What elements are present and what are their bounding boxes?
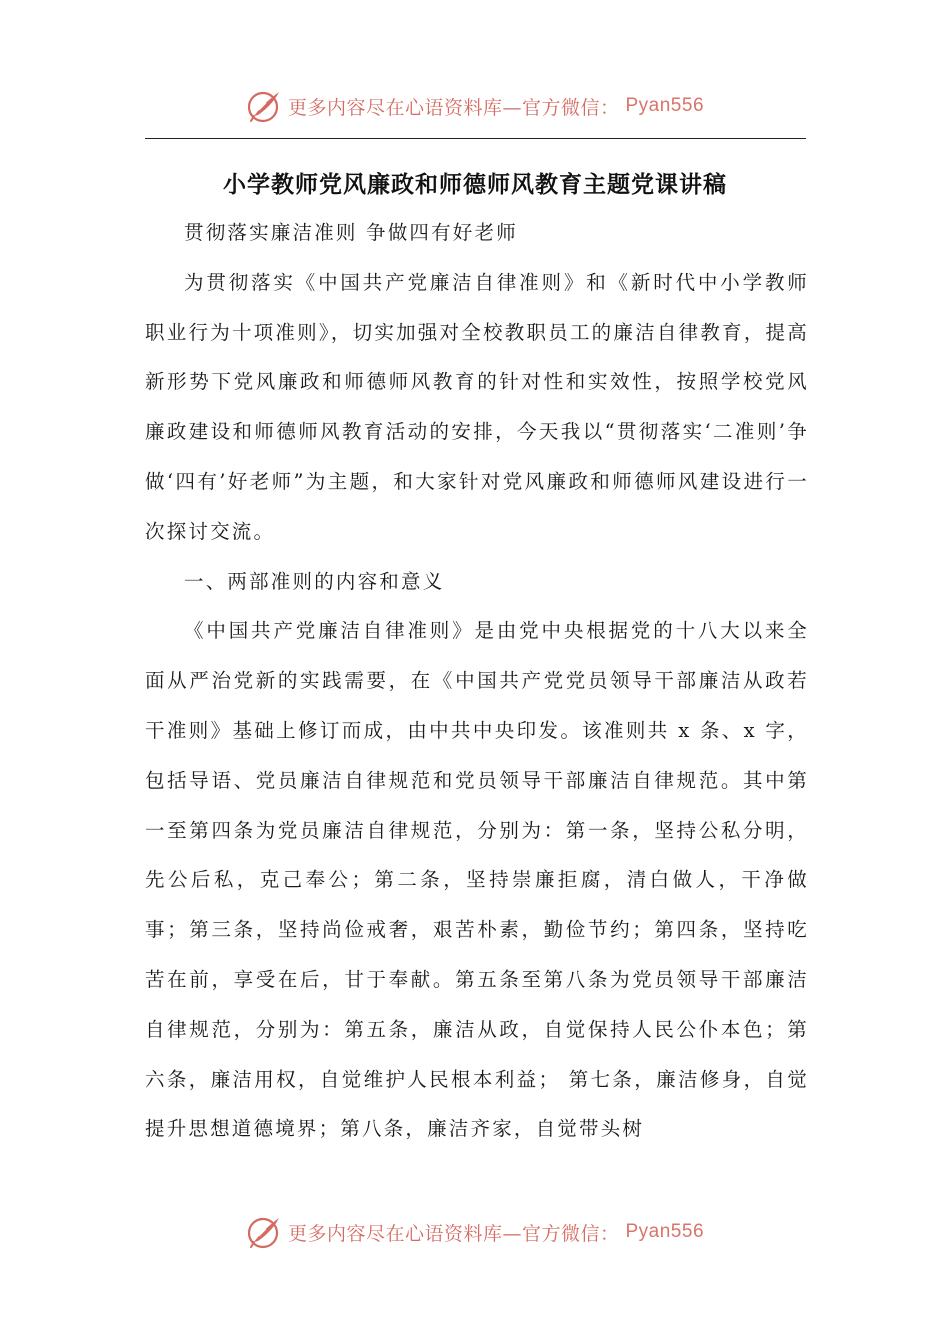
watermark-text: 更多内容尽在心语资料库—官方微信： [287,1222,620,1245]
document-title: 小学教师党风廉政和师德师风教育主题党课讲稿 [223,171,727,198]
header-watermark [0,84,950,128]
section-heading: 一、两部准则的内容和意义 [184,569,445,593]
quill-pen-icon [246,1214,282,1250]
watermark-wechat-id: Pyan556 [625,95,705,116]
subtitle-paragraph: 贯彻落实廉洁准则 争做四有好老师 [184,221,518,244]
header-divider [145,138,806,139]
watermark-text: 更多内容尽在心语资料库—官方微信： [287,96,620,119]
watermark-wechat-id: Pyan556 [625,1221,705,1242]
intro-paragraph: 为贯彻落实《中国共产党廉洁自律准则》和《新时代中小学教师职业行为十项准则》，切实加强对全校教职员工的廉洁自律教育，提高新形势下党风廉政和师德师风教育的针对性和实效性，按照学校党风廉政建设和师德师风教育活动的安排，今天我以“贯彻落实‘二准则’争做‘四有’好老师”为主题，和大家针对党风廉政和师德师风建设进行一次探讨交流。 [145,270,809,543]
body-paragraph: 《中国共产党廉洁自律准则》是由党中央根据党的十八大以来全面从严治党新的实践需要，在《中国共产党党员领导干部廉洁从政若干准则》基础上修订而成，由中共中央印发。该准则共 x 条、x 字，包括导语、党员廉洁自律规范和党员领导干部廉洁自律规范。其中第一至第四条为党员廉洁自律规范，分别为：第一条，坚持公私分明，先公后私，克己奉公；第二条，坚持崇廉拒腐，清白做人，干净做事；第三条，坚持尚俭戒奢，艰苦朴素，勤俭节约；第四条，坚持吃苦在前，享受在后，甘于奉献。第五条至第八条为党员领导干部廉洁自律规范，分别为：第五条，廉洁从政，自觉保持人民公仆本色；第六条，廉洁用权，自觉维护人民根本利益； 第七条，廉洁修身，自觉提升思想道德境界；第八条，廉洁齐家，自觉带头树 [145,619,809,1141]
document-body [145,208,809,1154]
quill-pen-icon [246,88,282,124]
footer-watermark [0,1210,950,1254]
